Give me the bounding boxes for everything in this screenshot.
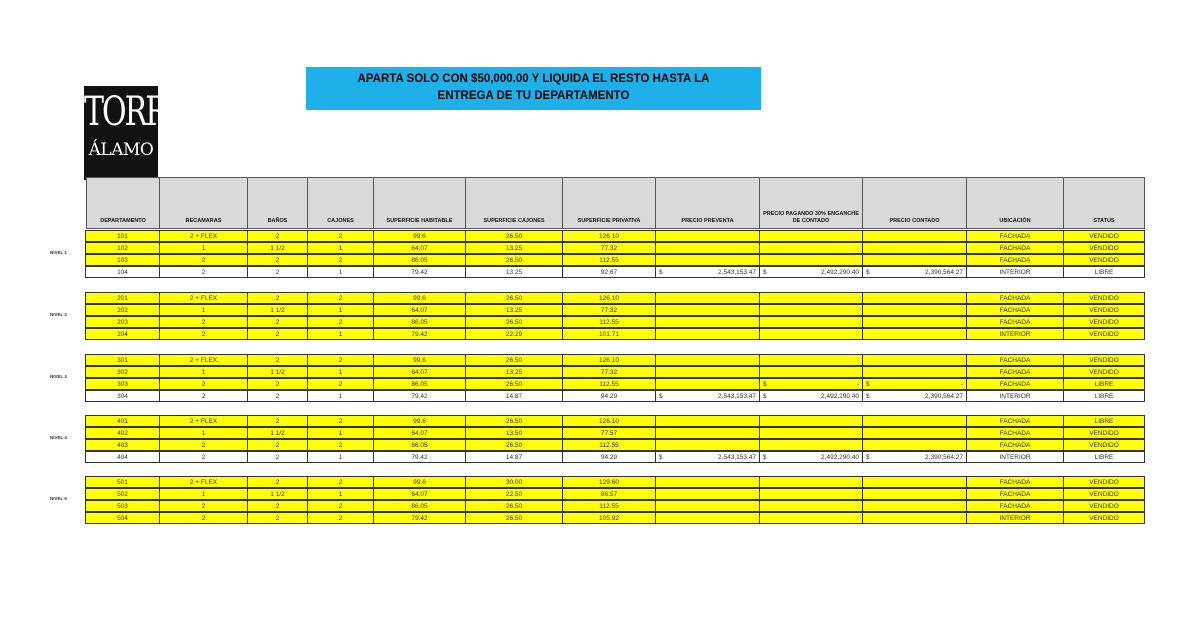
cell-status: VENDIDO: [1063, 230, 1145, 242]
price-cell: [759, 500, 863, 512]
cell-priv: 94.29: [562, 451, 656, 463]
cell-caj: 1: [307, 304, 374, 316]
price-value: 2,390,564.27: [925, 392, 963, 400]
cell-scaj: 26.50: [465, 316, 563, 328]
cell-status: VENDIDO: [1063, 328, 1145, 340]
header-status: STATUS: [1063, 177, 1145, 229]
cell-ban: 2: [247, 328, 308, 340]
price-value: 2,390,564.27: [925, 268, 963, 276]
cell-rec: 2: [159, 378, 248, 390]
price-cell: [759, 488, 863, 500]
cell-priv: 77.32: [562, 304, 656, 316]
cell-caj: 2: [307, 512, 374, 524]
cell-ban: 2: [247, 500, 308, 512]
price-cell: [759, 451, 863, 463]
cell-ubi: FACHADA: [966, 366, 1064, 378]
cell-scaj: 26.50: [465, 500, 563, 512]
cell-status: VENDIDO: [1063, 476, 1145, 488]
price-cell: [862, 415, 967, 427]
cell-ubi: FACHADA: [966, 378, 1064, 390]
cell-priv: 101.71: [562, 328, 656, 340]
cell-hab: 99.6: [373, 415, 466, 427]
cell-hab: 79.42: [373, 266, 466, 278]
currency-symbol: $: [763, 453, 767, 461]
cell-priv: 126.10: [562, 415, 656, 427]
cell-priv: 126.10: [562, 230, 656, 242]
cell-ban: 1 1/2: [247, 242, 308, 254]
cell-rec: 1: [159, 366, 248, 378]
price-cell: [759, 266, 863, 278]
price-cell: [759, 242, 863, 254]
price-cell: [862, 304, 967, 316]
cell-ubi: FACHADA: [966, 254, 1064, 266]
cell-scaj: 26.50: [465, 439, 563, 451]
cell-ubi: FACHADA: [966, 488, 1064, 500]
cell-scaj: 14.87: [465, 390, 563, 402]
price-cell: [759, 439, 863, 451]
cell-caj: 1: [307, 427, 374, 439]
price-cell: [759, 476, 863, 488]
cell-caj: 1: [307, 266, 374, 278]
cell-scaj: 26.50: [465, 512, 563, 524]
currency-symbol: $: [659, 268, 663, 276]
cell-rec: 2: [159, 512, 248, 524]
header-recamaras: RECAMARAS: [159, 177, 248, 229]
cell-status: VENDIDO: [1063, 366, 1145, 378]
cell-caj: 2: [307, 230, 374, 242]
cell-priv: 112.55: [562, 316, 656, 328]
cell-dep: 201: [85, 292, 160, 304]
cell-ban: 1 1/2: [247, 488, 308, 500]
cell-ubi: INTERIOR: [966, 266, 1064, 278]
cell-caj: 2: [307, 500, 374, 512]
cell-ban: 2: [247, 378, 308, 390]
price-cell: [862, 254, 967, 266]
cell-status: LIBRE: [1063, 415, 1145, 427]
cell-scaj: 26.50: [465, 354, 563, 366]
price-cell: [759, 366, 863, 378]
price-cell: [759, 427, 863, 439]
cell-dep: 304: [85, 390, 160, 402]
cell-priv: 129.60: [562, 476, 656, 488]
price-cell: [862, 427, 967, 439]
price-cell: [655, 390, 760, 402]
cell-rec: 2: [159, 316, 248, 328]
cell-ubi: FACHADA: [966, 427, 1064, 439]
cell-status: VENDIDO: [1063, 354, 1145, 366]
cell-priv: 86.57: [562, 488, 656, 500]
cell-rec: 2 + FLEX: [159, 354, 248, 366]
cell-caj: 1: [307, 390, 374, 402]
price-cell: [862, 230, 967, 242]
cell-caj: 1: [307, 328, 374, 340]
price-cell: [655, 304, 760, 316]
cell-ban: 2: [247, 451, 308, 463]
price-cell: [862, 366, 967, 378]
cell-priv: 112.55: [562, 378, 656, 390]
cell-rec: 2 + FLEX: [159, 292, 248, 304]
price-cell: [759, 354, 863, 366]
cell-ban: 1 1/2: [247, 427, 308, 439]
price-cell: [759, 390, 863, 402]
cell-rec: 1: [159, 304, 248, 316]
currency-symbol: $: [763, 268, 767, 276]
price-cell: [759, 316, 863, 328]
cell-priv: 92.67: [562, 266, 656, 278]
cell-priv: 105.92: [562, 512, 656, 524]
cell-ban: 2: [247, 439, 308, 451]
cell-ubi: INTERIOR: [966, 328, 1064, 340]
cell-ubi: FACHADA: [966, 230, 1064, 242]
price-cell: [862, 328, 967, 340]
price-cell: [862, 378, 967, 390]
cell-caj: 2: [307, 415, 374, 427]
cell-ban: 1 1/2: [247, 366, 308, 378]
cell-status: VENDIDO: [1063, 500, 1145, 512]
cell-status: LIBRE: [1063, 451, 1145, 463]
cell-status: VENDIDO: [1063, 439, 1145, 451]
cell-ban: 2: [247, 254, 308, 266]
price-value: 2,543,153.47: [718, 453, 756, 461]
cell-status: VENDIDO: [1063, 512, 1145, 524]
cell-scaj: 13.25: [465, 366, 563, 378]
header-precio-enganche: PRECIO PAGANDO 30% ENGANCHE DE CONTADO: [759, 177, 863, 229]
cell-caj: 2: [307, 378, 374, 390]
cell-ubi: INTERIOR: [966, 451, 1064, 463]
cell-hab: 86.05: [373, 500, 466, 512]
price-cell: [655, 512, 760, 524]
currency-symbol: $: [866, 453, 870, 461]
cell-dep: 401: [85, 415, 160, 427]
cell-caj: 2: [307, 292, 374, 304]
cell-scaj: 13.50: [465, 427, 563, 439]
currency-symbol: $: [763, 392, 767, 400]
cell-dep: 203: [85, 316, 160, 328]
price-cell: [655, 366, 760, 378]
price-cell: [655, 242, 760, 254]
price-cell: [862, 242, 967, 254]
header-departamento: DEPARTAMENTO: [86, 177, 160, 229]
price-cell: [655, 378, 760, 390]
price-cell: [655, 488, 760, 500]
cell-hab: 64.07: [373, 427, 466, 439]
cell-ubi: FACHADA: [966, 500, 1064, 512]
cell-hab: 86.05: [373, 254, 466, 266]
cell-hab: 99.6: [373, 292, 466, 304]
cell-ban: 2: [247, 415, 308, 427]
price-cell: [759, 292, 863, 304]
cell-caj: 1: [307, 451, 374, 463]
price-cell: [862, 500, 967, 512]
cell-dep: 504: [85, 512, 160, 524]
cell-priv: 77.57: [562, 427, 656, 439]
promo-banner-line-1: APARTA SOLO CON $50,000.00 Y LIQUIDA EL RESTO HASTA LA: [357, 73, 710, 85]
cell-dep: 104: [85, 266, 160, 278]
cell-ubi: FACHADA: [966, 415, 1064, 427]
cell-ubi: FACHADA: [966, 316, 1064, 328]
cell-status: VENDIDO: [1063, 254, 1145, 266]
cell-ban: 2: [247, 512, 308, 524]
price-value: 2,543,153.47: [718, 392, 756, 400]
cell-rec: 2: [159, 390, 248, 402]
price-cell: [655, 427, 760, 439]
price-value: 2,492,290.40: [821, 453, 859, 461]
cell-priv: 126.10: [562, 292, 656, 304]
cell-dep: 202: [85, 304, 160, 316]
cell-hab: 64.07: [373, 304, 466, 316]
cell-rec: 2 + FLEX: [159, 230, 248, 242]
cell-status: VENDIDO: [1063, 292, 1145, 304]
logo-line-1: TORRE: [84, 88, 186, 136]
price-cell: [759, 328, 863, 340]
header-superficie-cajones: SUPERFICIE CAJONES: [465, 177, 563, 229]
price-cell: [655, 316, 760, 328]
currency-symbol: $: [866, 392, 870, 400]
cell-dep: 204: [85, 328, 160, 340]
header-ubicacion: UBICACIÓN: [966, 177, 1064, 229]
nivel-label: NIVEL 5: [50, 496, 67, 501]
cell-ubi: FACHADA: [966, 476, 1064, 488]
cell-ban: 2: [247, 354, 308, 366]
cell-dep: 101: [85, 230, 160, 242]
cell-hab: 79.42: [373, 512, 466, 524]
price-cell: [759, 512, 863, 524]
cell-dep: 404: [85, 451, 160, 463]
cell-scaj: 13.25: [465, 242, 563, 254]
cell-hab: 99.6: [373, 354, 466, 366]
cell-priv: 112.55: [562, 439, 656, 451]
cell-hab: 99.6: [373, 230, 466, 242]
nivel-label: NIVEL 3: [50, 374, 67, 379]
cell-hab: 86.05: [373, 316, 466, 328]
cell-scaj: 13.25: [465, 304, 563, 316]
price-cell: [862, 390, 967, 402]
cell-status: LIBRE: [1063, 378, 1145, 390]
cell-caj: 2: [307, 476, 374, 488]
cell-dep: 403: [85, 439, 160, 451]
price-cell: [862, 476, 967, 488]
price-cell: [655, 439, 760, 451]
cell-hab: 79.42: [373, 451, 466, 463]
cell-status: LIBRE: [1063, 390, 1145, 402]
cell-ubi: FACHADA: [966, 304, 1064, 316]
header-precio-preventa: PRECIO PREVENTA: [655, 177, 760, 229]
price-cell: [759, 254, 863, 266]
cell-scaj: 26.50: [465, 254, 563, 266]
cell-scaj: 14.87: [465, 451, 563, 463]
torre-alamo-logo: [84, 86, 186, 180]
price-cell: [655, 266, 760, 278]
price-cell: [862, 292, 967, 304]
price-cell: [655, 230, 760, 242]
price-cell: [655, 292, 760, 304]
cell-scaj: 30.00: [465, 476, 563, 488]
price-value: 2,492,290.40: [821, 392, 859, 400]
cell-hab: 64.07: [373, 488, 466, 500]
cell-priv: 77.32: [562, 242, 656, 254]
cell-status: VENDIDO: [1063, 242, 1145, 254]
price-value: -: [960, 380, 963, 388]
header-cajones: CAJONES: [307, 177, 374, 229]
cell-caj: 2: [307, 439, 374, 451]
currency-symbol: $: [866, 380, 870, 388]
cell-ubi: INTERIOR: [966, 390, 1064, 402]
cell-rec: 2: [159, 266, 248, 278]
price-cell: [655, 254, 760, 266]
cell-priv: 77.32: [562, 366, 656, 378]
promo-banner: [306, 67, 761, 110]
price-cell: [655, 476, 760, 488]
cell-status: VENDIDO: [1063, 427, 1145, 439]
nivel-label: NIVEL 2: [50, 312, 67, 317]
cell-dep: 301: [85, 354, 160, 366]
cell-hab: 99.6: [373, 476, 466, 488]
cell-rec: 2: [159, 500, 248, 512]
cell-dep: 402: [85, 427, 160, 439]
price-cell: [655, 415, 760, 427]
header-precio-contado: PRECIO CONTADO: [862, 177, 967, 229]
cell-rec: 2: [159, 439, 248, 451]
cell-status: LIBRE: [1063, 266, 1145, 278]
currency-symbol: $: [763, 380, 767, 388]
cell-priv: 126.10: [562, 354, 656, 366]
cell-ban: 2: [247, 476, 308, 488]
cell-dep: 303: [85, 378, 160, 390]
price-cell: [759, 378, 863, 390]
price-value: 2,390,564.27: [925, 453, 963, 461]
price-cell: [655, 451, 760, 463]
header-banos: BAÑOS: [247, 177, 308, 229]
cell-hab: 64.07: [373, 366, 466, 378]
cell-caj: 1: [307, 366, 374, 378]
cell-rec: 1: [159, 242, 248, 254]
cell-scaj: 26.50: [465, 415, 563, 427]
cell-hab: 86.05: [373, 378, 466, 390]
cell-status: VENDIDO: [1063, 488, 1145, 500]
cell-ban: 2: [247, 230, 308, 242]
price-cell: [862, 439, 967, 451]
cell-status: VENDIDO: [1063, 316, 1145, 328]
cell-ban: 2: [247, 316, 308, 328]
price-cell: [862, 266, 967, 278]
price-cell: [862, 316, 967, 328]
cell-scaj: 26.50: [465, 230, 563, 242]
price-cell: [862, 512, 967, 524]
cell-status: VENDIDO: [1063, 304, 1145, 316]
cell-hab: 79.42: [373, 328, 466, 340]
price-cell: [759, 415, 863, 427]
cell-rec: 2: [159, 328, 248, 340]
cell-scaj: 22.50: [465, 488, 563, 500]
price-cell: [759, 304, 863, 316]
currency-symbol: $: [866, 268, 870, 276]
price-cell: [655, 500, 760, 512]
price-cell: [655, 328, 760, 340]
cell-priv: 112.55: [562, 254, 656, 266]
cell-rec: 2: [159, 451, 248, 463]
price-cell: [862, 488, 967, 500]
cell-dep: 503: [85, 500, 160, 512]
cell-ban: 2: [247, 390, 308, 402]
cell-caj: 2: [307, 354, 374, 366]
cell-rec: 2 + FLEX: [159, 476, 248, 488]
cell-scaj: 26.50: [465, 378, 563, 390]
price-cell: [759, 230, 863, 242]
cell-dep: 102: [85, 242, 160, 254]
cell-dep: 103: [85, 254, 160, 266]
cell-rec: 1: [159, 488, 248, 500]
cell-dep: 501: [85, 476, 160, 488]
cell-scaj: 26.50: [465, 292, 563, 304]
cell-ban: 2: [247, 266, 308, 278]
cell-rec: 2 + FLEX: [159, 415, 248, 427]
promo-banner-line-2: ENTREGA DE TU DEPARTAMENTO: [437, 90, 630, 102]
cell-caj: 2: [307, 254, 374, 266]
price-value: 2,492,290.40: [821, 268, 859, 276]
cell-ubi: INTERIOR: [966, 512, 1064, 524]
cell-ubi: FACHADA: [966, 292, 1064, 304]
cell-ban: 1 1/2: [247, 304, 308, 316]
price-cell: [862, 354, 967, 366]
header-superficie-habitable: SUPERFICIE HABITABLE: [373, 177, 466, 229]
cell-ubi: FACHADA: [966, 354, 1064, 366]
price-cell: [655, 354, 760, 366]
cell-hab: 86.05: [373, 439, 466, 451]
cell-priv: 94.29: [562, 390, 656, 402]
price-value: 2,543,153.47: [718, 268, 756, 276]
cell-dep: 502: [85, 488, 160, 500]
cell-hab: 79.42: [373, 390, 466, 402]
cell-dep: 302: [85, 366, 160, 378]
header-superficie-privativa: SUPERFICIE PRIVATIVA: [562, 177, 656, 229]
cell-hab: 64.07: [373, 242, 466, 254]
cell-priv: 112.55: [562, 500, 656, 512]
cell-caj: 1: [307, 242, 374, 254]
cell-rec: 1: [159, 427, 248, 439]
nivel-label: NIVEL 4: [50, 435, 67, 440]
cell-scaj: 13.25: [465, 266, 563, 278]
cell-caj: 2: [307, 316, 374, 328]
cell-ubi: FACHADA: [966, 439, 1064, 451]
cell-caj: 1: [307, 488, 374, 500]
logo-line-2: ÁLAMO: [88, 140, 154, 160]
currency-symbol: $: [659, 392, 663, 400]
cell-ubi: FACHADA: [966, 242, 1064, 254]
currency-symbol: $: [659, 453, 663, 461]
cell-scaj: 22.29: [465, 328, 563, 340]
price-value: -: [856, 380, 859, 388]
price-cell: [862, 451, 967, 463]
cell-ban: 2: [247, 292, 308, 304]
cell-rec: 2: [159, 254, 248, 266]
nivel-label: NIVEL 1: [50, 250, 67, 255]
